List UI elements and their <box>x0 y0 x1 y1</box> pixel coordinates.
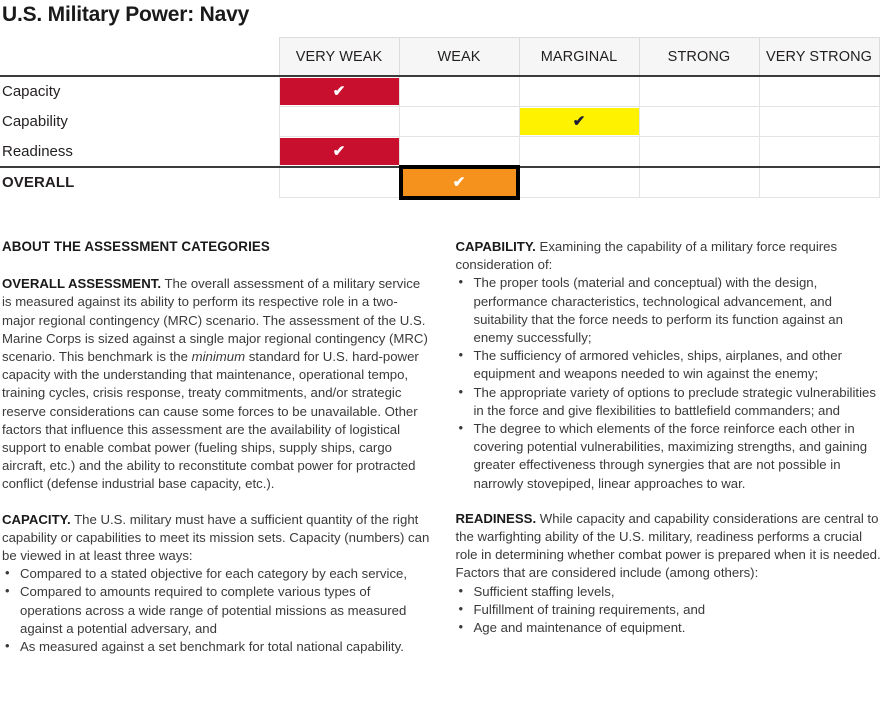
checkmark-icon: ✔ <box>452 174 466 191</box>
row-label-capacity: Capacity <box>0 76 279 107</box>
about-right-column <box>456 238 884 656</box>
list-item: • The proper tools (material and conceptual) with the design, performance characteristics, technological advancement, and suitability that the force needs to perform its function against an enemy successfully; <box>456 274 884 347</box>
column-header-weak: WEAK <box>399 38 519 77</box>
table-row <box>0 107 879 137</box>
cell-overall-very-weak[interactable] <box>279 167 399 198</box>
list-item: • Compared to amounts required to complete various types of operations across a wide range of potential missions as measured against a potential adversary, and <box>2 583 431 638</box>
capacity-lead: CAPACITY. <box>2 511 71 527</box>
cell-capacity-weak[interactable] <box>399 76 519 107</box>
rating-swatch-overall-weak <box>399 165 520 200</box>
row-label-readiness: Readiness <box>2 142 73 160</box>
capacity-paragraph <box>2 511 431 566</box>
cell-overall-marginal[interactable] <box>519 167 639 198</box>
capacity-intro: The U.S. military must have a sufficient quantity of the right capability or capabilities to meet its mission sets. Capacity (numbers) can be viewed in at least three ways: <box>2 511 430 564</box>
column-header-marginal: MARGINAL <box>519 38 639 77</box>
list-item: • Sufficient staffing levels, <box>456 583 884 601</box>
cell-capacity-very-strong[interactable] <box>759 76 879 107</box>
overall-assessment-text-2: standard for U.S. hard-power capacity with the understanding that maintenance, operational tempo, training cycles, crisis response, treaty commitments, and/or strategic reserve considerations can cause some forces to be unavailable. Other factors that influence this assessment are the availability of logistical support to enable combat power (fueling ships, supply ships, cargo aircraft, etc.) and the ability to reconstitute combat power for protracted conflict (defense industrial base capacity, etc.). <box>2 349 419 492</box>
cell-overall-strong[interactable] <box>639 167 759 198</box>
list-item: • As measured against a set benchmark for total national capability. <box>2 638 431 656</box>
overall-assessment-italic: minimum <box>191 349 246 365</box>
row-label-overall: OVERALL <box>0 167 279 198</box>
checkmark-icon: ✔ <box>572 113 586 130</box>
table-row-overall <box>0 167 879 198</box>
about-heading: ABOUT THE ASSESSMENT CATEGORIES <box>2 239 270 254</box>
readiness-bullet-list <box>456 583 884 638</box>
capability-lead: CAPABILITY. <box>455 239 536 254</box>
capacity-bullet-list <box>2 565 431 656</box>
rating-swatch-very-weak <box>280 138 399 165</box>
cell-capability-weak[interactable] <box>399 107 519 137</box>
assessment-scorecard-table <box>0 37 880 198</box>
overall-assessment-paragraph <box>2 275 431 493</box>
cell-capacity-strong[interactable] <box>639 76 759 107</box>
scorecard-corner-cell <box>0 38 279 77</box>
scorecard-header-row <box>0 38 879 77</box>
checkmark-icon: ✔ <box>332 83 346 100</box>
cell-readiness-weak[interactable] <box>399 137 519 168</box>
overall-assessment-text-1: The overall assessment of a military service is measured against its ability to perform its respective role in a two-major regional contingency (MRC) scenario. The assessment of the U.S. Marine Corps is sized against a single major regional contingency (MRC) scenario. This benchmark is the <box>2 276 428 365</box>
rating-swatch-very-weak <box>280 78 399 105</box>
overall-assessment-lead: OVERALL ASSESSMENT. <box>2 276 162 292</box>
list-item: • The degree to which elements of the force reinforce each other in covering potential vulnerabilities, maximizing strengths, and gaining greater effectiveness through synergies that are not possible in narrowly stovepiped, linear approaches to war. <box>456 420 884 493</box>
cell-capability-very-weak[interactable] <box>279 107 399 137</box>
capability-intro: Examining the capability of a military force requires consideration of: <box>455 239 838 273</box>
cell-capability-strong[interactable] <box>639 107 759 137</box>
cell-readiness-marginal[interactable] <box>519 137 639 168</box>
list-item: • The sufficiency of armored vehicles, ships, airplanes, and other equipment and weapons needed to win against the enemy; <box>456 347 884 383</box>
list-item: • The appropriate variety of options to preclude strategic vulnerabilities in the force and give flexibilities to battlefield commanders; and <box>456 384 884 420</box>
about-columns <box>0 238 884 656</box>
row-label-capability: Capability <box>2 113 68 130</box>
column-header-strong: STRONG <box>639 38 759 77</box>
list-item: • Age and maintenance of equipment. <box>456 619 884 637</box>
cell-overall-very-strong[interactable] <box>759 167 879 198</box>
list-item: • Compared to a stated objective for each category by each service, <box>2 565 431 583</box>
cell-readiness-very-strong[interactable] <box>759 137 879 168</box>
scorecard-container <box>0 37 884 198</box>
page-title: U.S. Military Power: Navy <box>2 3 250 26</box>
table-row <box>0 137 879 168</box>
list-item: • Fulfillment of training requirements, and <box>456 601 884 619</box>
readiness-lead: READINESS. <box>455 510 537 526</box>
rating-swatch-marginal <box>520 108 639 135</box>
cell-capacity-very-weak[interactable] <box>279 76 399 107</box>
column-header-very-weak: VERY WEAK <box>279 38 399 77</box>
cell-readiness-very-weak[interactable] <box>279 137 399 168</box>
cell-capability-marginal[interactable] <box>519 107 639 137</box>
capability-bullet-list <box>456 274 884 492</box>
about-left-column <box>2 238 431 656</box>
cell-capacity-marginal[interactable] <box>519 76 639 107</box>
column-header-very-strong: VERY STRONG <box>759 38 879 77</box>
cell-capability-very-strong[interactable] <box>759 107 879 137</box>
cell-overall-weak[interactable] <box>399 167 519 198</box>
readiness-paragraph <box>456 510 884 583</box>
readiness-intro: While capacity and capability considerations are central to the warfighting ability of the U.S. military, readiness performs a crucial role in determining whether combat power is prepared when it is needed. Factors that are considered include (among others): <box>455 510 881 581</box>
checkmark-icon: ✔ <box>332 143 346 160</box>
cell-readiness-strong[interactable] <box>639 137 759 168</box>
table-row <box>0 76 879 107</box>
capability-paragraph <box>456 238 884 274</box>
